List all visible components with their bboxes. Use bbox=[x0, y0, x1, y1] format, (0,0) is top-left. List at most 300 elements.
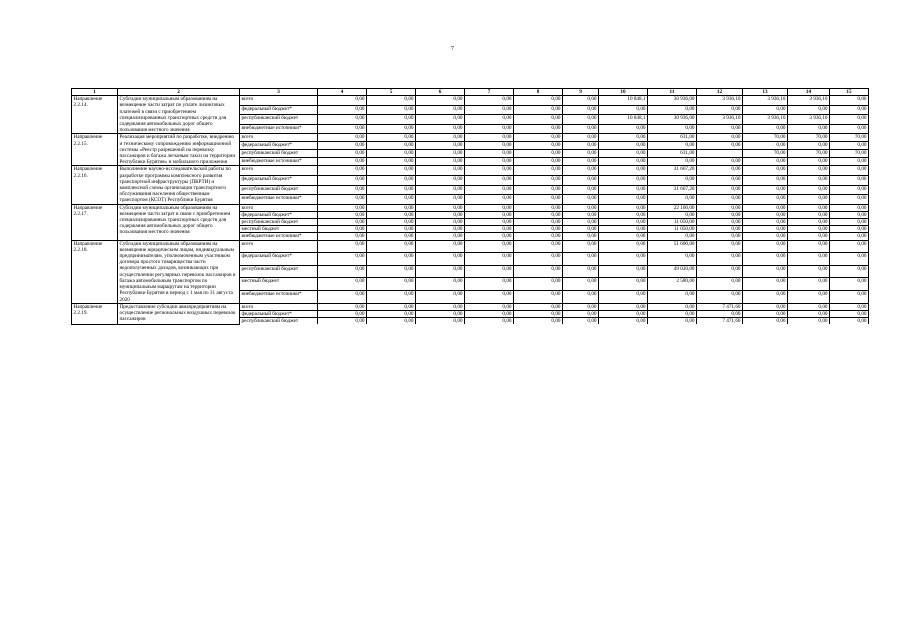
column-header-15: 15 bbox=[830, 89, 869, 96]
value-cell: 0,00 bbox=[465, 124, 514, 134]
value-cell: 0,00 bbox=[830, 318, 869, 325]
value-cell: 0,00 bbox=[788, 211, 830, 218]
value-cell: 0,00 bbox=[599, 166, 648, 176]
value-cell: 70,00 bbox=[788, 134, 830, 142]
value-cell: 3 936,10 bbox=[743, 96, 788, 106]
value-cell: 0,00 bbox=[416, 142, 465, 150]
value-cell: 70,00 bbox=[788, 150, 830, 158]
value-cell: 0,00 bbox=[648, 175, 697, 185]
value-cell: 0,00 bbox=[514, 204, 563, 211]
value-cell: 30 936,00 bbox=[648, 96, 697, 106]
value-cell: 0,00 bbox=[697, 233, 743, 240]
funding-source-cell: федеральный бюджет* bbox=[240, 310, 318, 317]
value-cell: 0,00 bbox=[788, 158, 830, 166]
value-cell: 0,00 bbox=[367, 204, 416, 211]
value-cell: 0,00 bbox=[599, 150, 648, 158]
value-cell: 0,00 bbox=[743, 166, 788, 176]
value-cell: 0,00 bbox=[318, 233, 367, 240]
value-cell: 0,00 bbox=[318, 185, 367, 195]
value-cell: 0,00 bbox=[416, 291, 465, 304]
funding-source-cell: внебюджетные источники* bbox=[240, 291, 318, 304]
value-cell: 0,00 bbox=[599, 105, 648, 115]
value-cell: 0,00 bbox=[514, 115, 563, 125]
value-cell: 0,00 bbox=[416, 318, 465, 325]
value-cell: 0,00 bbox=[367, 310, 416, 317]
value-cell: 0,00 bbox=[416, 253, 465, 266]
value-cell: 0,00 bbox=[465, 175, 514, 185]
value-cell: 0,00 bbox=[318, 303, 367, 310]
value-cell: 0,00 bbox=[697, 195, 743, 205]
value-cell: 0,00 bbox=[367, 175, 416, 185]
value-cell: 0,00 bbox=[743, 303, 788, 310]
value-cell: 0,00 bbox=[465, 233, 514, 240]
value-cell: 0,00 bbox=[563, 226, 599, 233]
funding-source-cell: республиканский бюджет bbox=[240, 185, 318, 195]
budget-table bbox=[71, 88, 869, 325]
value-cell: 0,00 bbox=[743, 185, 788, 195]
value-cell: 0,00 bbox=[788, 310, 830, 317]
value-cell: 11 050,00 bbox=[648, 226, 697, 233]
value-cell: 0,00 bbox=[465, 310, 514, 317]
value-cell: 49 020,00 bbox=[648, 265, 697, 278]
value-cell: 0,00 bbox=[830, 265, 869, 278]
value-cell: 0,00 bbox=[599, 291, 648, 304]
direction-cell: Направление 2.2.14. bbox=[72, 96, 118, 134]
funding-source-cell: республиканский бюджет bbox=[240, 265, 318, 278]
value-cell: 0,00 bbox=[514, 303, 563, 310]
value-cell: 631,00 bbox=[648, 150, 697, 158]
value-cell: 0,00 bbox=[830, 124, 869, 134]
value-cell bbox=[697, 150, 743, 158]
direction-cell: Направление 2.2.15. bbox=[72, 134, 118, 166]
value-cell: 0,00 bbox=[416, 115, 465, 125]
funding-source-cell: местный бюджет bbox=[240, 278, 318, 291]
value-cell: 0,00 bbox=[416, 219, 465, 226]
column-header-14: 14 bbox=[788, 89, 830, 96]
funding-source-cell: республиканский бюджет bbox=[240, 318, 318, 325]
value-cell: 0,00 bbox=[514, 253, 563, 266]
direction-cell: Направление 2.2.17. bbox=[72, 204, 118, 240]
value-cell: 0,00 bbox=[318, 142, 367, 150]
column-header-6: 6 bbox=[416, 89, 465, 96]
value-cell: 0,00 bbox=[788, 166, 830, 176]
value-cell: 0,00 bbox=[830, 253, 869, 266]
value-cell: 0,00 bbox=[743, 195, 788, 205]
value-cell: 0,00 bbox=[367, 265, 416, 278]
value-cell: 0,00 bbox=[743, 219, 788, 226]
value-cell: 0,00 bbox=[367, 195, 416, 205]
value-cell: 0,00 bbox=[318, 166, 367, 176]
page-number: 7 bbox=[451, 46, 454, 52]
value-cell: 0,00 bbox=[563, 185, 599, 195]
value-cell: 0,00 bbox=[465, 265, 514, 278]
value-cell: 0,00 bbox=[465, 166, 514, 176]
value-cell: 70,00 bbox=[743, 134, 788, 142]
value-cell: 0,00 bbox=[830, 233, 869, 240]
value-cell: 0,00 bbox=[367, 219, 416, 226]
value-cell: 30 936,00 bbox=[648, 115, 697, 125]
value-cell: 0,00 bbox=[743, 124, 788, 134]
value-cell: 0,00 bbox=[743, 278, 788, 291]
value-cell: 0,00 bbox=[465, 291, 514, 304]
value-cell: 0,00 bbox=[697, 158, 743, 166]
value-cell: 0,00 bbox=[514, 226, 563, 233]
value-cell: 0,00 bbox=[318, 195, 367, 205]
value-cell: 0,00 bbox=[697, 105, 743, 115]
value-cell: 0,00 bbox=[563, 96, 599, 106]
value-cell: 0,00 bbox=[563, 278, 599, 291]
value-cell: 0,00 bbox=[599, 310, 648, 317]
value-cell: 0,00 bbox=[416, 166, 465, 176]
table-row bbox=[72, 166, 869, 176]
value-cell: 0,00 bbox=[563, 150, 599, 158]
value-cell: 0,00 bbox=[318, 105, 367, 115]
value-cell: 3 936,10 bbox=[788, 115, 830, 125]
funding-source-cell: федеральный бюджет* bbox=[240, 211, 318, 218]
table-row bbox=[72, 204, 869, 211]
value-cell: 0,00 bbox=[830, 226, 869, 233]
value-cell: 0,00 bbox=[599, 185, 648, 195]
value-cell: 0,00 bbox=[788, 185, 830, 195]
value-cell: 0,00 bbox=[788, 233, 830, 240]
value-cell: 0,00 bbox=[830, 166, 869, 176]
value-cell: 0,00 bbox=[743, 310, 788, 317]
value-cell: 0,00 bbox=[830, 204, 869, 211]
value-cell: 0,00 bbox=[830, 278, 869, 291]
value-cell: 0,00 bbox=[318, 115, 367, 125]
value-cell: 31 667,20 bbox=[648, 166, 697, 176]
value-cell: 0,00 bbox=[563, 142, 599, 150]
value-cell: 0,00 bbox=[563, 240, 599, 253]
value-cell: 0,00 bbox=[514, 96, 563, 106]
value-cell: 0,00 bbox=[318, 240, 367, 253]
value-cell: 0,00 bbox=[697, 142, 743, 150]
value-cell: 0,00 bbox=[514, 124, 563, 134]
value-cell: 0,00 bbox=[416, 211, 465, 218]
funding-source-cell: республиканский бюджет bbox=[240, 150, 318, 158]
value-cell: 0,00 bbox=[830, 96, 869, 106]
value-cell: 0,00 bbox=[599, 175, 648, 185]
column-header-4: 4 bbox=[318, 89, 367, 96]
value-cell: 0,00 bbox=[743, 233, 788, 240]
value-cell: 0,00 bbox=[563, 166, 599, 176]
column-header-2: 2 bbox=[118, 89, 240, 96]
value-cell: 0,00 bbox=[318, 318, 367, 325]
funding-source-cell: внебюджетные источники* bbox=[240, 195, 318, 205]
value-cell: 0,00 bbox=[599, 265, 648, 278]
description-cell: Реализация мероприятий по разработке, внедрению и техническому сопровождению информационной системы «Реестр разрешений на перевозку пассажиров и багажа легковым такси на территории Республики Бурятия» и мобильного приложения bbox=[118, 134, 240, 166]
value-cell: 0,00 bbox=[416, 124, 465, 134]
table-row bbox=[72, 96, 869, 106]
value-cell: 0,00 bbox=[563, 233, 599, 240]
value-cell: 0,00 bbox=[416, 265, 465, 278]
value-cell: 0,00 bbox=[788, 265, 830, 278]
value-cell: 0,00 bbox=[788, 253, 830, 266]
value-cell: 0,00 bbox=[599, 253, 648, 266]
value-cell: 0,00 bbox=[788, 105, 830, 115]
column-header-10: 10 bbox=[599, 89, 648, 96]
value-cell: 0,00 bbox=[563, 175, 599, 185]
table-row bbox=[72, 134, 869, 142]
table-row bbox=[72, 240, 869, 253]
value-cell: 0,00 bbox=[367, 253, 416, 266]
value-cell: 0,00 bbox=[416, 134, 465, 142]
value-cell: 2 580,00 bbox=[648, 278, 697, 291]
funding-source-cell: всего bbox=[240, 134, 318, 142]
value-cell: 11 050,00 bbox=[648, 219, 697, 226]
value-cell: 0,00 bbox=[743, 265, 788, 278]
value-cell: 0,00 bbox=[318, 211, 367, 218]
value-cell: 0,00 bbox=[514, 219, 563, 226]
value-cell: 0,00 bbox=[367, 303, 416, 310]
value-cell: 0,00 bbox=[599, 204, 648, 211]
value-cell: 0,00 bbox=[563, 303, 599, 310]
funding-source-cell: республиканский бюджет bbox=[240, 219, 318, 226]
value-cell: 3 936,10 bbox=[697, 115, 743, 125]
value-cell: 0,00 bbox=[318, 175, 367, 185]
value-cell: 0,00 bbox=[599, 303, 648, 310]
value-cell: 0,00 bbox=[367, 318, 416, 325]
value-cell: 0,00 bbox=[465, 303, 514, 310]
description-cell: Выполнение научно-исследовательской работы по разработке программы комплексного развития транспортной инфраструктуры (ПКРТИ) и комплексной схемы организации транспортного обслуживания населения общественным транспортом (КСОТ) Республики Бурятия bbox=[118, 166, 240, 204]
value-cell: 0,00 bbox=[563, 219, 599, 226]
header-row bbox=[72, 89, 869, 96]
value-cell: 0,00 bbox=[599, 124, 648, 134]
value-cell: 0,00 bbox=[830, 175, 869, 185]
value-cell: 0,00 bbox=[563, 158, 599, 166]
value-cell: 0,00 bbox=[416, 310, 465, 317]
value-cell: 0,00 bbox=[367, 185, 416, 195]
value-cell: 0,00 bbox=[367, 233, 416, 240]
value-cell: 0,00 bbox=[599, 211, 648, 218]
value-cell: 0,00 bbox=[465, 185, 514, 195]
value-cell: 0,00 bbox=[830, 105, 869, 115]
value-cell: 0,00 bbox=[788, 142, 830, 150]
value-cell: 0,00 bbox=[367, 291, 416, 304]
value-cell: 0,00 bbox=[648, 158, 697, 166]
funding-source-cell: всего bbox=[240, 166, 318, 176]
value-cell: 0,00 bbox=[367, 240, 416, 253]
value-cell: 0,00 bbox=[514, 318, 563, 325]
value-cell: 0,00 bbox=[830, 115, 869, 125]
value-cell: 0,00 bbox=[514, 291, 563, 304]
value-cell: 0,00 bbox=[788, 226, 830, 233]
value-cell: 0,00 bbox=[788, 278, 830, 291]
value-cell: 0,00 bbox=[367, 115, 416, 125]
column-header-5: 5 bbox=[367, 89, 416, 96]
value-cell: 0,00 bbox=[514, 265, 563, 278]
value-cell: 0,00 bbox=[599, 142, 648, 150]
value-cell: 0,00 bbox=[465, 226, 514, 233]
value-cell: 0,00 bbox=[648, 253, 697, 266]
value-cell: 0,00 bbox=[697, 204, 743, 211]
value-cell: 0,00 bbox=[416, 204, 465, 211]
value-cell: 0,00 bbox=[514, 134, 563, 142]
value-cell: 0,00 bbox=[697, 211, 743, 218]
column-header-3: 3 bbox=[240, 89, 318, 96]
value-cell: 0,00 bbox=[416, 278, 465, 291]
value-cell: 0,00 bbox=[599, 318, 648, 325]
value-cell: 0,00 bbox=[743, 240, 788, 253]
value-cell: 0,00 bbox=[599, 240, 648, 253]
value-cell: 0,00 bbox=[697, 291, 743, 304]
value-cell: 0,00 bbox=[318, 124, 367, 134]
value-cell: 0,00 bbox=[318, 96, 367, 106]
value-cell: 0,00 bbox=[318, 265, 367, 278]
value-cell: 0,00 bbox=[367, 278, 416, 291]
value-cell: 0,00 bbox=[788, 204, 830, 211]
funding-source-cell: всего bbox=[240, 240, 318, 253]
value-cell: 0,00 bbox=[514, 150, 563, 158]
value-cell: 0,00 bbox=[697, 265, 743, 278]
value-cell: 22 100,00 bbox=[648, 204, 697, 211]
value-cell: 0,00 bbox=[830, 142, 869, 150]
value-cell: 0,00 bbox=[367, 150, 416, 158]
value-cell: 0,00 bbox=[465, 115, 514, 125]
value-cell: 0,00 bbox=[465, 158, 514, 166]
value-cell: 10 848,1 bbox=[599, 115, 648, 125]
column-header-9: 9 bbox=[563, 89, 599, 96]
value-cell: 0,00 bbox=[514, 158, 563, 166]
value-cell: 0,00 bbox=[318, 150, 367, 158]
value-cell: 0,00 bbox=[465, 240, 514, 253]
value-cell: 0,00 bbox=[367, 158, 416, 166]
value-cell: 0,00 bbox=[788, 303, 830, 310]
value-cell: 0,00 bbox=[465, 219, 514, 226]
direction-cell: Направление 2.2.18. bbox=[72, 240, 118, 303]
value-cell: 7 471,60 bbox=[697, 303, 743, 310]
value-cell: 0,00 bbox=[648, 105, 697, 115]
direction-cell: Направление 2.2.16. bbox=[72, 166, 118, 204]
value-cell: 0,00 bbox=[743, 158, 788, 166]
value-cell: 0,00 bbox=[318, 204, 367, 211]
value-cell: 0,00 bbox=[318, 158, 367, 166]
value-cell: 0,00 bbox=[514, 310, 563, 317]
value-cell: 0,00 bbox=[743, 142, 788, 150]
value-cell: 0,00 bbox=[830, 211, 869, 218]
value-cell: 0,00 bbox=[514, 142, 563, 150]
value-cell: 0,00 bbox=[318, 291, 367, 304]
value-cell: 0,00 bbox=[416, 105, 465, 115]
value-cell: 0,00 bbox=[599, 158, 648, 166]
value-cell: 0,00 bbox=[648, 195, 697, 205]
value-cell: 0,00 bbox=[648, 142, 697, 150]
value-cell: 0,00 bbox=[599, 233, 648, 240]
funding-source-cell: всего bbox=[240, 303, 318, 310]
description-cell: Субсидии муниципальным образованиям на возмещение юридическим лицам, индивидуальным предпринимателям, уполномоченным участником договора простого товарищества части недополученных доходов, возникающих при осуществлении регулярных перевозок пассажиров и багажа автомобильным транспортом по муниципальным маршрутам на территории Республики Бурятия в период с 1 мая по 31 августа 2020 bbox=[118, 240, 240, 303]
value-cell: 0,00 bbox=[648, 124, 697, 134]
value-cell: 0,00 bbox=[367, 134, 416, 142]
value-cell: 0,00 bbox=[416, 195, 465, 205]
value-cell: 0,00 bbox=[416, 185, 465, 195]
value-cell: 0,00 bbox=[514, 240, 563, 253]
value-cell: 0,00 bbox=[743, 291, 788, 304]
value-cell: 631,00 bbox=[648, 134, 697, 142]
value-cell: 0,00 bbox=[514, 278, 563, 291]
value-cell: 0,00 bbox=[514, 166, 563, 176]
value-cell: 0,00 bbox=[514, 195, 563, 205]
value-cell: 0,00 bbox=[697, 310, 743, 317]
value-cell: 0,00 bbox=[563, 253, 599, 266]
value-cell: 0,00 bbox=[697, 219, 743, 226]
value-cell: 0,00 bbox=[599, 278, 648, 291]
funding-source-cell: местный бюджет bbox=[240, 226, 318, 233]
value-cell: 0,00 bbox=[563, 318, 599, 325]
value-cell: 0,00 bbox=[599, 195, 648, 205]
value-cell: 0,00 bbox=[416, 150, 465, 158]
column-header-12: 12 bbox=[697, 89, 743, 96]
value-cell: 0,00 bbox=[830, 240, 869, 253]
description-cell: Субсидии муниципальным образованиям на возмещение части затрат по уплате лизинговых платежей в связи с приобретением специализированных транспортных средств для содержания автомобильных дорог общего пользования местного значения bbox=[118, 96, 240, 134]
value-cell: 0,00 bbox=[563, 211, 599, 218]
value-cell: 0,00 bbox=[318, 253, 367, 266]
value-cell: 0,00 bbox=[367, 124, 416, 134]
direction-cell: Направление 2.2.19. bbox=[72, 303, 118, 324]
value-cell: 0,00 bbox=[465, 253, 514, 266]
value-cell: 0,00 bbox=[743, 253, 788, 266]
value-cell: 0,00 bbox=[830, 185, 869, 195]
value-cell: 0,00 bbox=[743, 226, 788, 233]
value-cell: 0,00 bbox=[830, 158, 869, 166]
value-cell: 0,00 bbox=[563, 310, 599, 317]
value-cell: 0,00 bbox=[318, 219, 367, 226]
value-cell: 0,00 bbox=[743, 318, 788, 325]
value-cell: 0,00 bbox=[648, 233, 697, 240]
value-cell: 0,00 bbox=[367, 211, 416, 218]
funding-source-cell: республиканский бюджет bbox=[240, 115, 318, 125]
funding-source-cell: всего bbox=[240, 96, 318, 106]
funding-source-cell: федеральный бюджет* bbox=[240, 175, 318, 185]
value-cell: 0,00 bbox=[697, 253, 743, 266]
funding-source-cell: федеральный бюджет* bbox=[240, 105, 318, 115]
value-cell: 0,00 bbox=[416, 226, 465, 233]
value-cell: 0,00 bbox=[465, 211, 514, 218]
column-header-1: 1 bbox=[72, 89, 118, 96]
value-cell: 0,00 bbox=[743, 175, 788, 185]
table-row bbox=[72, 303, 869, 310]
value-cell: 0,00 bbox=[743, 204, 788, 211]
value-cell: 0,00 bbox=[648, 318, 697, 325]
value-cell: 0,00 bbox=[416, 175, 465, 185]
value-cell: 0,00 bbox=[697, 240, 743, 253]
value-cell: 0,00 bbox=[318, 278, 367, 291]
value-cell: 0,00 bbox=[416, 158, 465, 166]
value-cell: 0,00 bbox=[830, 291, 869, 304]
value-cell: 0,00 bbox=[830, 195, 869, 205]
description-cell: Предоставление субсидии авиапредприятиям на осуществление региональных воздушных перевозок пассажиров bbox=[118, 303, 240, 324]
value-cell: 0,00 bbox=[697, 278, 743, 291]
value-cell: 0,00 bbox=[563, 204, 599, 211]
value-cell: 70,00 bbox=[743, 150, 788, 158]
value-cell: 0,00 bbox=[648, 310, 697, 317]
value-cell: 0,00 bbox=[648, 211, 697, 218]
value-cell: 0,00 bbox=[318, 226, 367, 233]
value-cell: 0,00 bbox=[697, 166, 743, 176]
value-cell: 70,00 bbox=[830, 134, 869, 142]
value-cell: 0,00 bbox=[563, 291, 599, 304]
value-cell: 51 600,00 bbox=[648, 240, 697, 253]
value-cell: 0,00 bbox=[465, 195, 514, 205]
value-cell: 0,00 bbox=[514, 211, 563, 218]
value-cell: 0,00 bbox=[697, 175, 743, 185]
value-cell: 3 936,10 bbox=[788, 96, 830, 106]
value-cell: 0,00 bbox=[318, 310, 367, 317]
value-cell: 0,00 bbox=[830, 303, 869, 310]
value-cell: 0,00 bbox=[465, 278, 514, 291]
value-cell: 0,00 bbox=[563, 195, 599, 205]
value-cell: 0,00 bbox=[788, 195, 830, 205]
value-cell: 0,00 bbox=[697, 134, 743, 142]
